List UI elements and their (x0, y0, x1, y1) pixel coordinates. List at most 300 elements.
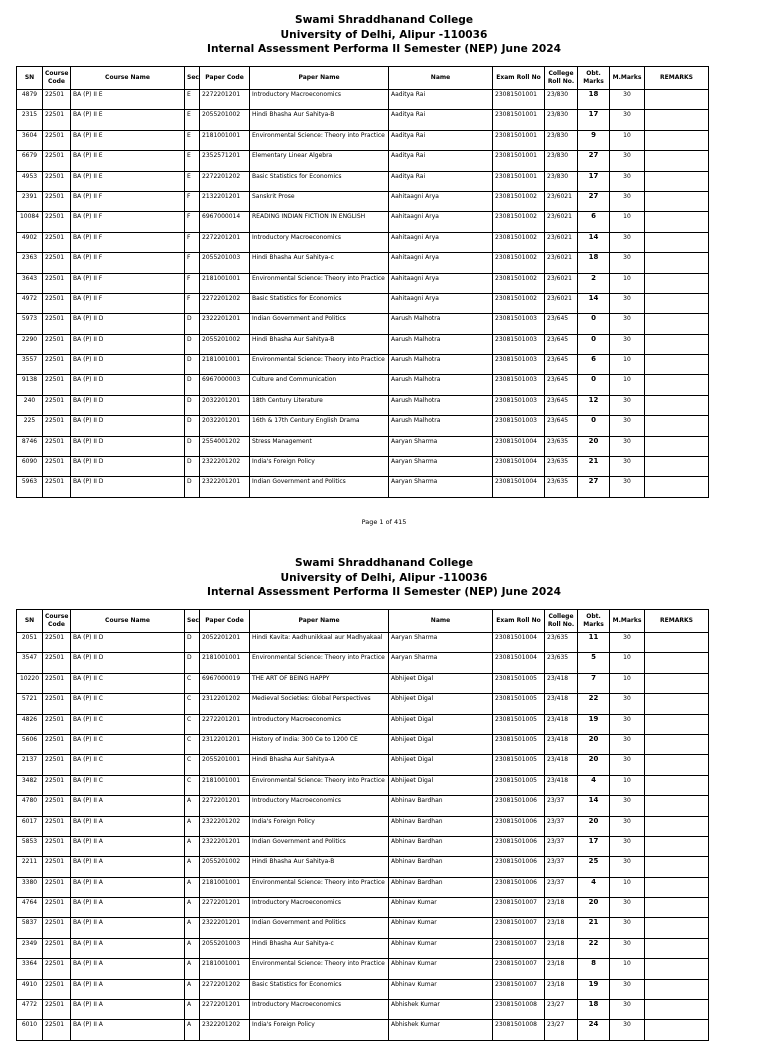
cell-sec: F (185, 232, 200, 252)
cell-exam-roll-no: 23081501003 (493, 375, 545, 395)
cell-max-marks: 30 (610, 1000, 645, 1020)
cell-student-name: Aaryan Sharma (389, 653, 493, 673)
cell-paper-code: 2272201202 (200, 171, 250, 191)
cell-student-name: Aaryan Sharma (389, 633, 493, 653)
cell-exam-roll-no: 23081501007 (493, 938, 545, 958)
cell-max-marks: 30 (610, 1020, 645, 1040)
cell-sn: 4953 (17, 171, 43, 191)
cell-obt-marks: 4 (578, 775, 610, 795)
cell-exam-roll-no: 23081501003 (493, 355, 545, 375)
cell-paper-code: 6967000003 (200, 375, 250, 395)
cell-obt-marks: 0 (578, 314, 610, 334)
cell-obt-marks: 17 (578, 836, 610, 856)
cell-student-name: Aahitaagni Arya (389, 212, 493, 232)
cell-paper-code: 2132201201 (200, 191, 250, 211)
marks-table (16, 66, 709, 498)
marks-table (16, 609, 709, 1041)
cell-obt-marks: 19 (578, 714, 610, 734)
cell-student-name: Aaditya Rai (389, 130, 493, 150)
cell-course-name: BA (P) II F (71, 212, 185, 232)
cell-sn: 2363 (17, 253, 43, 273)
cell-sn: 4780 (17, 796, 43, 816)
cell-sec: D (185, 477, 200, 497)
table-row (17, 694, 709, 714)
cell-paper-code: 2272201201 (200, 796, 250, 816)
cell-remarks (645, 416, 709, 436)
cell-exam-roll-no: 23081501005 (493, 775, 545, 795)
cell-course-code: 22501 (43, 191, 71, 211)
table-body (17, 90, 709, 498)
cell-course-code: 22501 (43, 796, 71, 816)
cell-college-roll-no: 23/418 (545, 734, 578, 754)
cell-college-roll-no: 23/6021 (545, 273, 578, 293)
cell-college-roll-no: 23/37 (545, 877, 578, 897)
table-row (17, 653, 709, 673)
cell-course-code: 22501 (43, 734, 71, 754)
cell-sec: D (185, 653, 200, 673)
cell-course-name: BA (P) II C (71, 734, 185, 754)
cell-course-code: 22501 (43, 755, 71, 775)
cell-college-roll-no: 23/635 (545, 477, 578, 497)
cell-paper-name: Indian Government and Politics (250, 477, 389, 497)
cell-student-name: Abhishek Kumar (389, 1000, 493, 1020)
cell-sec: F (185, 253, 200, 273)
cell-sec: F (185, 191, 200, 211)
column-header-sec: Sec (185, 67, 200, 90)
cell-remarks (645, 1020, 709, 1040)
cell-sec: A (185, 1020, 200, 1040)
cell-course-name: BA (P) II A (71, 959, 185, 979)
cell-course-code: 22501 (43, 232, 71, 252)
cell-course-code: 22501 (43, 836, 71, 856)
cell-exam-roll-no: 23081501001 (493, 171, 545, 191)
cell-college-roll-no: 23/18 (545, 979, 578, 999)
cell-student-name: Abhinav Kumar (389, 918, 493, 938)
cell-exam-roll-no: 23081501001 (493, 151, 545, 171)
table-row (17, 734, 709, 754)
university-name: University of Delhi, Alipur -110036 (280, 28, 488, 41)
college-name: Swami Shraddhanand College (294, 557, 474, 569)
cell-student-name: Abhijeet Digal (389, 755, 493, 775)
cell-student-name: Abhijeet Digal (389, 694, 493, 714)
cell-paper-code: 2055201003 (200, 938, 250, 958)
column-header-obt-marks: Obt. Marks (578, 67, 610, 90)
cell-exam-roll-no: 23081501007 (493, 979, 545, 999)
cell-college-roll-no: 23/418 (545, 673, 578, 693)
table-row (17, 796, 709, 816)
table-row (17, 877, 709, 897)
cell-paper-code: 2322201201 (200, 836, 250, 856)
cell-sec: C (185, 714, 200, 734)
cell-college-roll-no: 23/645 (545, 375, 578, 395)
cell-obt-marks: 20 (578, 734, 610, 754)
cell-college-roll-no: 23/418 (545, 694, 578, 714)
cell-college-roll-no: 23/6021 (545, 293, 578, 313)
table-row (17, 253, 709, 273)
cell-college-roll-no: 23/6021 (545, 191, 578, 211)
cell-paper-name: Sanskrit Prose (250, 191, 389, 211)
table-row (17, 416, 709, 436)
cell-obt-marks: 0 (578, 375, 610, 395)
cell-student-name: Aarush Malhotra (389, 334, 493, 354)
cell-max-marks: 30 (610, 857, 645, 877)
cell-sn: 2391 (17, 191, 43, 211)
cell-paper-name: Culture and Communication (250, 375, 389, 395)
table-row (17, 191, 709, 211)
cell-paper-code: 2181001001 (200, 959, 250, 979)
cell-course-code: 22501 (43, 395, 71, 415)
cell-course-name: BA (P) II D (71, 477, 185, 497)
cell-student-name: Abhinav Bardhan (389, 857, 493, 877)
cell-paper-code: 2554001202 (200, 436, 250, 456)
cell-exam-roll-no: 23081501001 (493, 110, 545, 130)
cell-student-name: Abhijeet Digal (389, 734, 493, 754)
cell-college-roll-no: 23/418 (545, 775, 578, 795)
column-header-course-code: Course Code (43, 67, 71, 90)
cell-college-roll-no: 23/635 (545, 633, 578, 653)
cell-paper-name: 16th & 17th Century English Drama (250, 416, 389, 436)
cell-course-code: 22501 (43, 212, 71, 232)
cell-max-marks: 30 (610, 171, 645, 191)
cell-paper-name: Environmental Science: Theory into Practice (250, 959, 389, 979)
cell-student-name: Aarush Malhotra (389, 395, 493, 415)
cell-remarks (645, 334, 709, 354)
cell-course-name: BA (P) II E (71, 151, 185, 171)
cell-course-code: 22501 (43, 694, 71, 714)
table-row (17, 436, 709, 456)
cell-paper-name: Basic Statistics for Economics (250, 171, 389, 191)
cell-max-marks: 30 (610, 734, 645, 754)
cell-sn: 6010 (17, 1020, 43, 1040)
cell-course-code: 22501 (43, 775, 71, 795)
cell-max-marks: 30 (610, 938, 645, 958)
cell-paper-name: Indian Government and Politics (250, 836, 389, 856)
cell-paper-name: Hindi Bhasha Aur Sahitya-A (250, 755, 389, 775)
column-header-max-marks: M.Marks (610, 67, 645, 90)
cell-course-name: BA (P) II F (71, 232, 185, 252)
cell-exam-roll-no: 23081501003 (493, 395, 545, 415)
cell-college-roll-no: 23/37 (545, 857, 578, 877)
cell-course-code: 22501 (43, 273, 71, 293)
cell-student-name: Aarush Malhotra (389, 314, 493, 334)
cell-sn: 4910 (17, 979, 43, 999)
cell-max-marks: 30 (610, 416, 645, 436)
cell-sec: D (185, 395, 200, 415)
cell-exam-roll-no: 23081501006 (493, 796, 545, 816)
cell-course-name: BA (P) II A (71, 857, 185, 877)
cell-college-roll-no: 23/27 (545, 1020, 578, 1040)
column-header-obt-marks: Obt. Marks (578, 610, 610, 633)
cell-remarks (645, 375, 709, 395)
cell-college-roll-no: 23/635 (545, 436, 578, 456)
cell-max-marks: 30 (610, 395, 645, 415)
cell-course-name: BA (P) II D (71, 457, 185, 477)
cell-remarks (645, 436, 709, 456)
cell-max-marks: 10 (610, 212, 645, 232)
cell-course-name: BA (P) II E (71, 130, 185, 150)
cell-student-name: Abhinav Kumar (389, 938, 493, 958)
cell-paper-code: 2181001001 (200, 273, 250, 293)
cell-max-marks: 30 (610, 314, 645, 334)
document-title: Internal Assessment Performa II Semester (NEP) June 2024 (207, 586, 561, 598)
cell-college-roll-no: 23/37 (545, 796, 578, 816)
cell-paper-code: 2272201201 (200, 232, 250, 252)
cell-course-name: BA (P) II F (71, 273, 185, 293)
cell-exam-roll-no: 23081501004 (493, 436, 545, 456)
cell-sn: 4764 (17, 898, 43, 918)
cell-college-roll-no: 23/830 (545, 151, 578, 171)
cell-sn: 4902 (17, 232, 43, 252)
cell-paper-name: Elementary Linear Algebra (250, 151, 389, 171)
cell-remarks (645, 633, 709, 653)
cell-paper-code: 2322201201 (200, 918, 250, 938)
cell-exam-roll-no: 23081501002 (493, 273, 545, 293)
cell-sn: 4826 (17, 714, 43, 734)
cell-course-code: 22501 (43, 355, 71, 375)
cell-paper-name: Medieval Societies: Global Perspectives (250, 694, 389, 714)
cell-paper-code: 2181001001 (200, 355, 250, 375)
cell-exam-roll-no: 23081501004 (493, 477, 545, 497)
cell-course-code: 22501 (43, 314, 71, 334)
table-row (17, 273, 709, 293)
cell-obt-marks: 14 (578, 796, 610, 816)
cell-course-name: BA (P) II D (71, 314, 185, 334)
cell-student-name: Aaryan Sharma (389, 457, 493, 477)
cell-student-name: Abhinav Kumar (389, 898, 493, 918)
cell-paper-name: Environmental Science: Theory into Practice (250, 355, 389, 375)
cell-sec: D (185, 457, 200, 477)
cell-paper-name: Introductory Macroeconomics (250, 90, 389, 110)
cell-obt-marks: 2 (578, 273, 610, 293)
cell-course-name: BA (P) II D (71, 375, 185, 395)
cell-paper-name: Environmental Science: Theory into Practice (250, 775, 389, 795)
column-header-remarks: REMARKS (645, 610, 709, 633)
cell-obt-marks: 11 (578, 633, 610, 653)
cell-college-roll-no: 23/830 (545, 110, 578, 130)
cell-max-marks: 10 (610, 653, 645, 673)
cell-max-marks: 30 (610, 436, 645, 456)
cell-paper-name: Introductory Macroeconomics (250, 796, 389, 816)
table-row (17, 918, 709, 938)
cell-paper-name: Environmental Science: Theory into Practice (250, 877, 389, 897)
cell-student-name: Aahitaagni Arya (389, 253, 493, 273)
cell-sn: 6679 (17, 151, 43, 171)
cell-paper-code: 2322201202 (200, 816, 250, 836)
cell-obt-marks: 18 (578, 90, 610, 110)
cell-sn: 10084 (17, 212, 43, 232)
cell-paper-name: Hindi Bhasha Aur Sahitya-c (250, 938, 389, 958)
table-row (17, 171, 709, 191)
cell-paper-code: 2272201201 (200, 714, 250, 734)
cell-obt-marks: 9 (578, 130, 610, 150)
cell-sn: 240 (17, 395, 43, 415)
cell-exam-roll-no: 23081501005 (493, 755, 545, 775)
cell-sn: 3482 (17, 775, 43, 795)
cell-obt-marks: 5 (578, 653, 610, 673)
cell-remarks (645, 151, 709, 171)
cell-sec: C (185, 755, 200, 775)
cell-exam-roll-no: 23081501002 (493, 191, 545, 211)
cell-college-roll-no: 23/6021 (545, 212, 578, 232)
cell-course-code: 22501 (43, 959, 71, 979)
cell-paper-code: 2181001001 (200, 877, 250, 897)
cell-student-name: Aarush Malhotra (389, 355, 493, 375)
table-header-row (17, 67, 709, 90)
cell-course-code: 22501 (43, 110, 71, 130)
cell-obt-marks: 7 (578, 673, 610, 693)
cell-course-name: BA (P) II A (71, 877, 185, 897)
cell-max-marks: 30 (610, 293, 645, 313)
table-row (17, 816, 709, 836)
cell-remarks (645, 395, 709, 415)
cell-remarks (645, 755, 709, 775)
cell-course-name: BA (P) II A (71, 1000, 185, 1020)
cell-exam-roll-no: 23081501003 (493, 416, 545, 436)
cell-course-code: 22501 (43, 898, 71, 918)
cell-course-code: 22501 (43, 457, 71, 477)
university-name: University of Delhi, Alipur -110036 (280, 571, 488, 584)
cell-paper-code: 2181001001 (200, 130, 250, 150)
cell-paper-name: India's Foreign Policy (250, 1020, 389, 1040)
cell-sec: A (185, 938, 200, 958)
cell-exam-roll-no: 23081501004 (493, 457, 545, 477)
cell-sec: E (185, 90, 200, 110)
cell-sec: F (185, 273, 200, 293)
cell-max-marks: 30 (610, 334, 645, 354)
cell-college-roll-no: 23/18 (545, 918, 578, 938)
cell-max-marks: 30 (610, 898, 645, 918)
cell-sec: D (185, 416, 200, 436)
cell-remarks (645, 653, 709, 673)
cell-paper-code: 2322201201 (200, 314, 250, 334)
cell-course-code: 22501 (43, 1020, 71, 1040)
cell-paper-name: READING INDIAN FICTION IN ENGLISH (250, 212, 389, 232)
cell-paper-name: History of India: 300 Ce to 1200 CE (250, 734, 389, 754)
cell-course-name: BA (P) II A (71, 898, 185, 918)
cell-max-marks: 10 (610, 130, 645, 150)
cell-student-name: Abhinav Bardhan (389, 877, 493, 897)
cell-obt-marks: 24 (578, 1020, 610, 1040)
cell-paper-name: Environmental Science: Theory into Practice (250, 130, 389, 150)
cell-exam-roll-no: 23081501001 (493, 130, 545, 150)
cell-course-name: BA (P) II E (71, 90, 185, 110)
cell-course-code: 22501 (43, 436, 71, 456)
cell-sec: C (185, 775, 200, 795)
cell-course-name: BA (P) II A (71, 816, 185, 836)
cell-exam-roll-no: 23081501002 (493, 253, 545, 273)
cell-student-name: Abhijeet Digal (389, 775, 493, 795)
cell-obt-marks: 20 (578, 436, 610, 456)
column-header-paper-name: Paper Name (250, 67, 389, 90)
table-body (17, 633, 709, 1041)
table-row (17, 938, 709, 958)
cell-student-name: Aaryan Sharma (389, 477, 493, 497)
cell-student-name: Aahitaagni Arya (389, 232, 493, 252)
cell-paper-name: Basic Statistics for Economics (250, 293, 389, 313)
cell-college-roll-no: 23/27 (545, 1000, 578, 1020)
table-row (17, 755, 709, 775)
cell-course-name: BA (P) II A (71, 796, 185, 816)
cell-remarks (645, 1000, 709, 1020)
cell-sec: D (185, 633, 200, 653)
cell-paper-code: 2032201201 (200, 395, 250, 415)
cell-paper-code: 2181001001 (200, 653, 250, 673)
cell-course-name: BA (P) II E (71, 110, 185, 130)
cell-max-marks: 30 (610, 816, 645, 836)
cell-college-roll-no: 23/645 (545, 395, 578, 415)
cell-paper-code: 2055201002 (200, 110, 250, 130)
cell-student-name: Aaditya Rai (389, 171, 493, 191)
cell-remarks (645, 90, 709, 110)
cell-paper-code: 2272201202 (200, 979, 250, 999)
cell-paper-name: Indian Government and Politics (250, 918, 389, 938)
cell-exam-roll-no: 23081501007 (493, 959, 545, 979)
cell-course-code: 22501 (43, 130, 71, 150)
cell-sn: 8746 (17, 436, 43, 456)
cell-obt-marks: 20 (578, 816, 610, 836)
cell-course-name: BA (P) II D (71, 633, 185, 653)
cell-max-marks: 30 (610, 918, 645, 938)
cell-remarks (645, 714, 709, 734)
cell-paper-code: 2312201202 (200, 694, 250, 714)
column-header-course-code: Course Code (43, 610, 71, 633)
cell-college-roll-no: 23/645 (545, 334, 578, 354)
cell-student-name: Aahitaagni Arya (389, 191, 493, 211)
cell-remarks (645, 232, 709, 252)
column-header-student-name: Name (389, 610, 493, 633)
cell-remarks (645, 816, 709, 836)
cell-paper-code: 2055201001 (200, 755, 250, 775)
cell-remarks (645, 938, 709, 958)
cell-remarks (645, 959, 709, 979)
table-row (17, 334, 709, 354)
cell-sec: A (185, 796, 200, 816)
cell-max-marks: 30 (610, 253, 645, 273)
cell-remarks (645, 836, 709, 856)
cell-paper-name: Environmental Science: Theory into Practice (250, 653, 389, 673)
table-row (17, 151, 709, 171)
cell-course-code: 22501 (43, 334, 71, 354)
cell-obt-marks: 14 (578, 232, 610, 252)
cell-max-marks: 10 (610, 959, 645, 979)
cell-paper-code: 2352571201 (200, 151, 250, 171)
cell-sn: 4879 (17, 90, 43, 110)
cell-sec: F (185, 293, 200, 313)
cell-exam-roll-no: 23081501003 (493, 334, 545, 354)
cell-course-code: 22501 (43, 673, 71, 693)
cell-student-name: Aarush Malhotra (389, 375, 493, 395)
cell-exam-roll-no: 23081501005 (493, 694, 545, 714)
cell-college-roll-no: 23/18 (545, 959, 578, 979)
cell-paper-code: 2032201201 (200, 416, 250, 436)
cell-sn: 225 (17, 416, 43, 436)
cell-paper-code: 2055201002 (200, 334, 250, 354)
cell-student-name: Abhinav Bardhan (389, 836, 493, 856)
cell-max-marks: 30 (610, 232, 645, 252)
cell-college-roll-no: 23/6021 (545, 253, 578, 273)
cell-remarks (645, 898, 709, 918)
cell-student-name: Aaditya Rai (389, 110, 493, 130)
cell-course-name: BA (P) II C (71, 673, 185, 693)
cell-course-code: 22501 (43, 1000, 71, 1020)
table-row (17, 232, 709, 252)
cell-sn: 5606 (17, 734, 43, 754)
cell-remarks (645, 775, 709, 795)
cell-sn: 6017 (17, 816, 43, 836)
cell-paper-name: Introductory Macroeconomics (250, 232, 389, 252)
table-row (17, 477, 709, 497)
column-header-sec: Sec (185, 610, 200, 633)
